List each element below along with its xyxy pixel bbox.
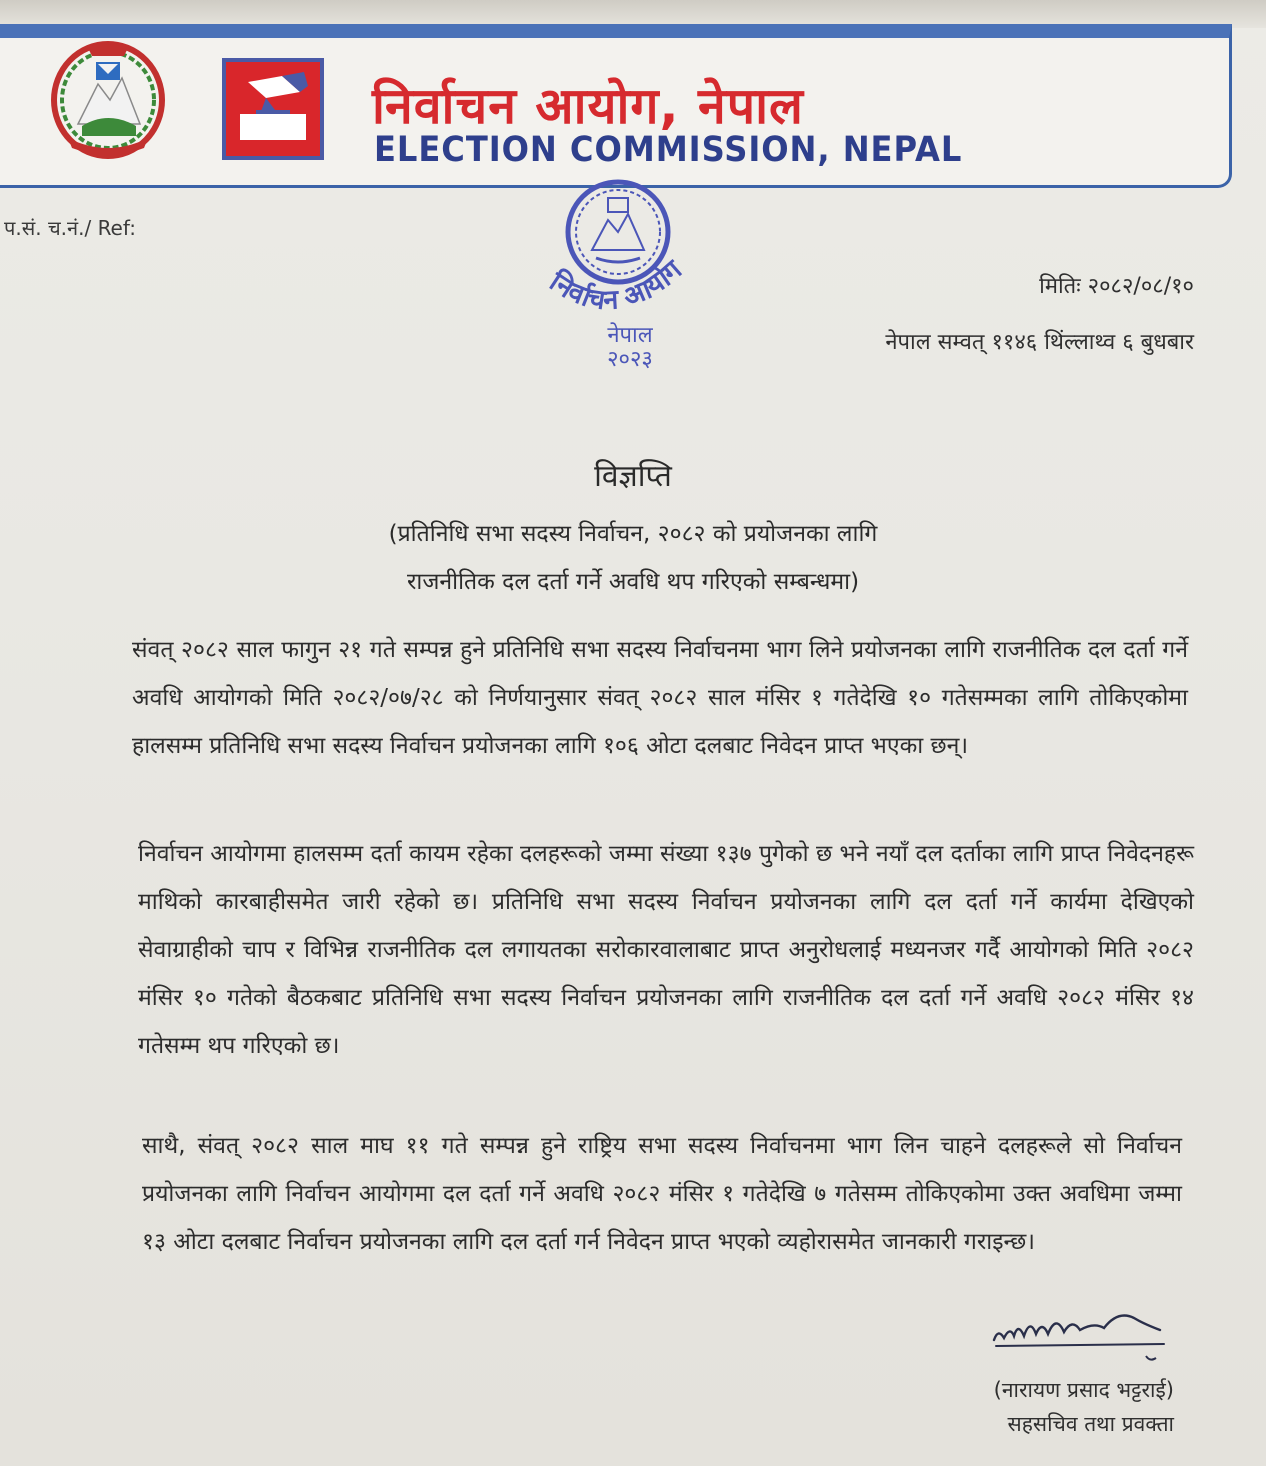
election-commission-logo xyxy=(222,58,324,160)
letterhead-title-nepali: निर्वाचन आयोग, नेपाल xyxy=(372,77,804,135)
stamp-year: २०२३ xyxy=(607,347,653,370)
reference-label: प.सं. च.नं./ Ref: xyxy=(4,216,136,240)
handwritten-signature xyxy=(984,1300,1174,1370)
date-miti: मितिः २०८२/०८/१० xyxy=(1039,274,1194,299)
notice-paragraph-3: साथै, संवत् २०८२ साल माघ ११ गते सम्पन्न हुने राष्ट्रिय सभा सदस्य निर्वाचनमा भाग लिन चाहने दलहरूले सो निर्वाचन प्रयोजनका लागि निर्वाचन आयोगमा दल दर्ता गर्ने अवधि २०८२ मंसिर १ गतेदेखि ७ गतेसम्म तोकिएकोमा उक्त अवधिमा जम्मा १३ ओटा दलबाट निर्वाचन प्रयोजनका लागि दल दर्ता गर्न निवेदन प्राप्त भएको व्यहोरासमेत जानकारी गराइन्छ। xyxy=(142,1133,1182,1255)
nepal-emblem-icon xyxy=(48,34,168,162)
letterhead-title-english: ELECTION COMMISSION, NEPAL xyxy=(374,130,963,170)
stamp-arc-text: निर्वाचन आयोग xyxy=(543,254,688,317)
signatory-title: सहसचिव तथा प्रवक्ता xyxy=(1007,1412,1174,1436)
notice-heading: विज्ञप्ति xyxy=(594,459,672,494)
notice-paragraph-2: निर्वाचन आयोगमा हालसम्म दर्ता कायम रहेका दलहरूको जम्मा संख्या १३७ पुगेको छ भने नयाँ दल दर्ताका लागि प्राप्त निवेदनहरू माथिको कारबाहीसमेत जारी रहेको छ। प्रतिनिधि सभा सदस्य निर्वाचन प्रयोजनका लागि दल दर्ता गर्ने कार्यमा देखिएको सेवाग्राहीको चाप र विभिन्न राजनीतिक दल लगायतका सरोकारवालाबाट प्राप्त अनुरोधलाई मध्यनजर गर्दै आयोगको मिति २०८२ मंसिर १० गतेको बैठकबाट प्रतिनिधि सभा सदस्य निर्वाचन प्रयोजनका लागि राजनीतिक दल दर्ता गर्ने अवधि २०८२ मंसिर १४ गतेसम्म थप गरिएको छ। xyxy=(138,841,1194,1059)
subject-line-2: राजनीतिक दल दर्ता गर्ने अवधि थप गरिएको सम्बन्धमा) xyxy=(406,569,860,595)
signatory-name: (नारायण प्रसाद भट्टराई) xyxy=(993,1378,1174,1402)
ballot-box-icon xyxy=(226,62,320,156)
commission-stamp xyxy=(530,170,720,370)
subject-line-1: (प्रतिनिधि सभा सदस्य निर्वाचन, २०८२ को प्रयोजनका लागि xyxy=(388,521,878,547)
stamp-country: नेपाल xyxy=(607,323,653,348)
date-nepal-samvat: नेपाल सम्वत् ११४६ थिंल्लाथ्व ६ बुधबार xyxy=(885,330,1194,355)
notice-subject xyxy=(0,510,1266,606)
notice-paragraph-1: संवत् २०८२ साल फागुन २१ गते सम्पन्न हुने प्रतिनिधि सभा सदस्य निर्वाचनमा भाग लिने प्रयोजनका लागि राजनीतिक दल दर्ता गर्ने अवधि आयोगको मिति २०८२/०७/२८ को निर्णयानुसार संवत् २०८२ साल मंसिर १ गतेदेखि १० गतेसम्मका लागि तोकिएकोमा हालसम्म प्रतिनिधि सभा सदस्य निर्वाचन प्रयोजनका लागि १०६ ओटा दलबाट निवेदन प्राप्त भएका छन्। xyxy=(132,637,1188,759)
